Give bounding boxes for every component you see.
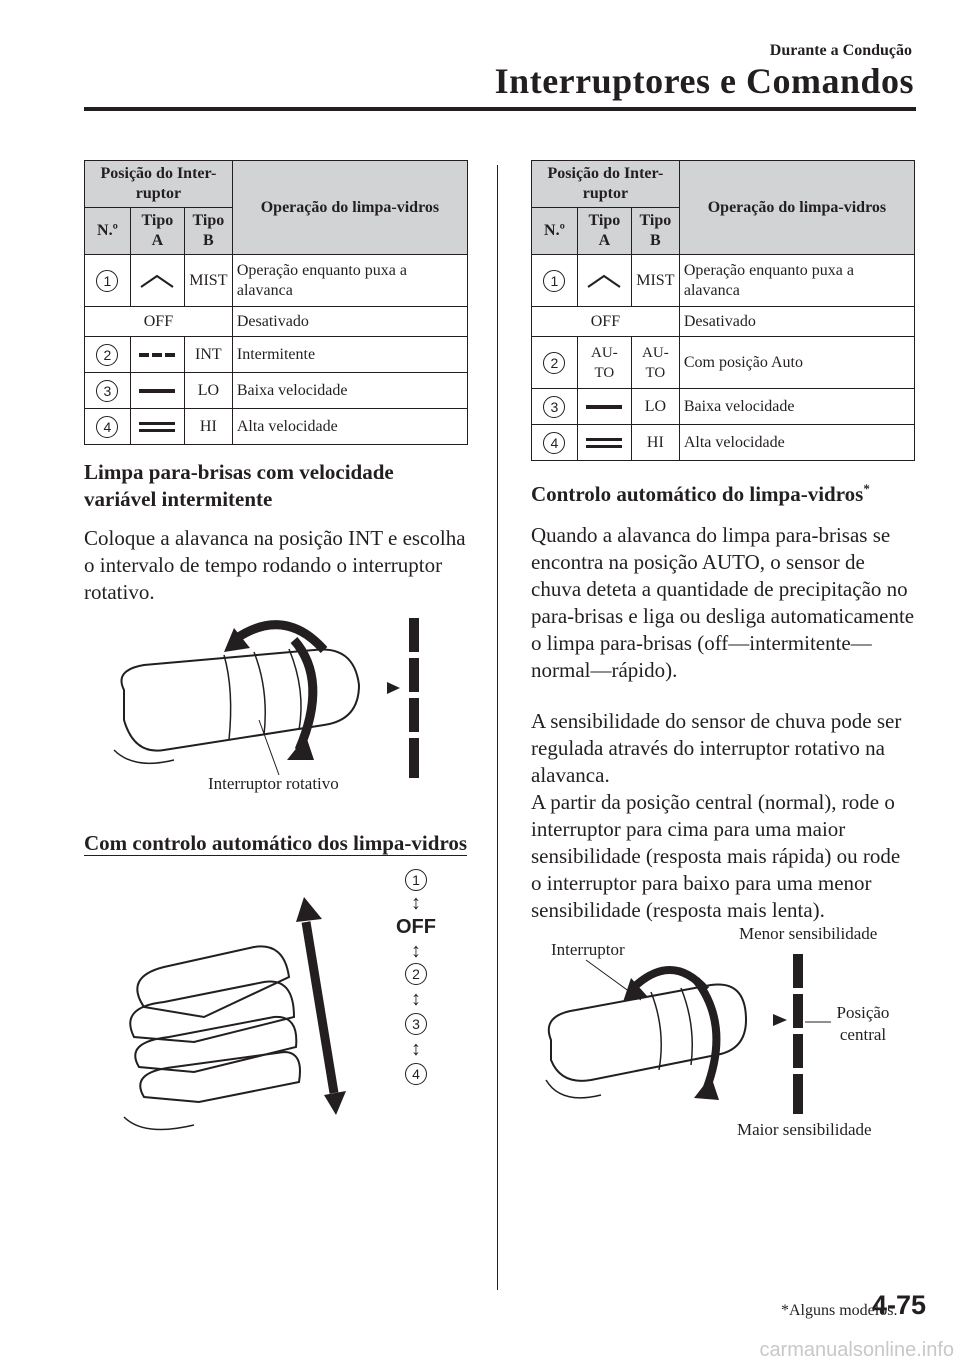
operation-value: Com posição Auto	[679, 337, 914, 389]
table-row	[85, 337, 468, 373]
operation-value: Alta velocidade	[679, 425, 914, 461]
sensitivity-paragraph: A sensibilidade do sensor de chuva pode ser regulada através do interruptor rotativo na alavanca.	[531, 709, 902, 787]
auto-wiper-paragraph: Quando a alavanca do limpa para-brisas se encontra na posição AUTO, o sensor de chuva deteta a quantidade de precipitação no para-brisas e liga ou desliga automaticamente o limpa para-brisas (off—intermitente—normal—rápido).	[531, 523, 915, 682]
table-row	[532, 425, 915, 461]
intermittent-paragraph: Coloque a alavanca na posição INT e escolha o intervalo de tempo rodando o interruptor rotativo.	[84, 526, 466, 604]
watermark: carmanualsonline.info	[759, 1339, 954, 1361]
footnote-mark: *	[863, 481, 870, 496]
table-row	[85, 409, 468, 445]
type-b-value: HI	[631, 425, 679, 461]
table-row	[532, 337, 915, 389]
table-row	[532, 307, 915, 337]
operation-value: Operação enquanto puxa a alavanca	[679, 255, 914, 307]
center-position-label: Posição central	[836, 1003, 890, 1044]
type-a-value: AU-TO	[577, 337, 631, 389]
intermittent-heading: Limpa para-brisas com velocidade variável intermitente	[84, 460, 394, 511]
operation-value: Alta velocidade	[232, 409, 467, 445]
updown-icon: ↕	[411, 940, 421, 962]
operation-value: Intermitente	[232, 337, 467, 373]
higher-sensitivity-label: Maior sensibilidade	[737, 1120, 872, 1139]
position-number: 3	[543, 396, 565, 418]
off-position: OFF	[85, 307, 233, 337]
mist-symbol-icon	[584, 273, 624, 289]
type-b-value: LO	[631, 389, 679, 425]
updown-icon: ↕	[411, 892, 421, 914]
table-row	[85, 255, 468, 307]
off-position: OFF	[532, 307, 680, 337]
type-b-value: HI	[184, 409, 232, 445]
type-a-header: Tipo A	[577, 208, 631, 255]
position-number: 1	[405, 869, 427, 891]
hi-symbol-icon	[584, 436, 624, 450]
auto-lever-figure	[84, 867, 468, 1147]
sensitivity-adjust-paragraph: A partir da posição central (normal), rode o interruptor para cima para uma maior sensibilidade (resposta mais rápida) ou rode o interruptor para baixo para uma menor sensibilidade (resposta mais lenta).	[531, 790, 901, 922]
operation-value: Baixa velocidade	[232, 373, 467, 409]
lo-symbol-icon	[584, 402, 624, 412]
type-b-value: AU-TO	[631, 337, 679, 389]
position-number: 1	[96, 270, 118, 292]
type-b-value: MIST	[184, 255, 232, 307]
position-number: 1	[543, 270, 565, 292]
rotary-switch-label: Interruptor rotativo	[208, 774, 339, 793]
right-column	[531, 160, 915, 1150]
type-b-value: MIST	[631, 255, 679, 307]
header-rule	[84, 107, 916, 111]
rotary-switch-figure	[84, 610, 468, 810]
position-scale	[384, 869, 448, 1085]
column-divider	[497, 165, 498, 1290]
type-b-header: Tipo B	[184, 208, 232, 255]
table-row	[532, 389, 915, 425]
right-wiper-table	[531, 160, 915, 461]
type-b-value: INT	[184, 337, 232, 373]
number-header: N.º	[532, 208, 578, 255]
type-b-value: LO	[184, 373, 232, 409]
chapter-title: Durante a Condução	[769, 42, 912, 59]
position-number: 2	[96, 344, 118, 366]
sensitivity-figure	[531, 924, 915, 1150]
updown-icon: ↕	[411, 1038, 421, 1060]
auto-control-heading: Com controlo automático dos limpa-vidros	[84, 831, 468, 855]
auto-wiper-heading-text: Controlo automático do limpa-vidros	[531, 482, 864, 506]
number-header: N.º	[85, 208, 131, 255]
operation-header: Operação do limpa-vidros	[679, 161, 914, 255]
mist-symbol-icon	[137, 273, 177, 289]
type-b-header: Tipo B	[631, 208, 679, 255]
switch-label: Interruptor	[551, 940, 625, 959]
operation-value: Desativado	[679, 307, 914, 337]
operation-header: Operação do limpa-vidros	[232, 161, 467, 255]
table-row	[85, 373, 468, 409]
table-row	[85, 307, 468, 337]
hi-symbol-icon	[137, 420, 177, 434]
off-position-label: OFF	[396, 916, 436, 938]
operation-value: Desativado	[232, 307, 467, 337]
position-header: Posição do Inter-ruptor	[85, 161, 233, 208]
indicator-arrow-icon	[387, 682, 400, 694]
position-number: 4	[405, 1063, 427, 1085]
position-header: Posição do Inter-ruptor	[532, 161, 680, 208]
left-column	[84, 160, 468, 1147]
section-title: Interruptores e Comandos	[494, 61, 914, 101]
lo-symbol-icon	[137, 386, 177, 396]
int-symbol-icon	[137, 350, 177, 360]
position-number: 3	[405, 1013, 427, 1035]
position-number: 4	[543, 432, 565, 454]
position-number: 3	[96, 380, 118, 402]
position-number: 2	[405, 963, 427, 985]
position-number: 4	[96, 416, 118, 438]
indicator-arrow-icon	[773, 1014, 787, 1026]
operation-value: Operação enquanto puxa a alavanca	[232, 255, 467, 307]
operation-value: Baixa velocidade	[679, 389, 914, 425]
left-wiper-table	[84, 160, 468, 445]
table-row	[532, 255, 915, 307]
auto-wiper-heading	[531, 475, 915, 508]
type-a-header: Tipo A	[130, 208, 184, 255]
position-number: 2	[543, 352, 565, 374]
updown-icon: ↕	[411, 988, 421, 1010]
page-number: 4-75	[872, 1290, 927, 1320]
footnote: *Alguns modelos.	[781, 1302, 898, 1319]
lower-sensitivity-label: Menor sensibilidade	[739, 924, 878, 943]
